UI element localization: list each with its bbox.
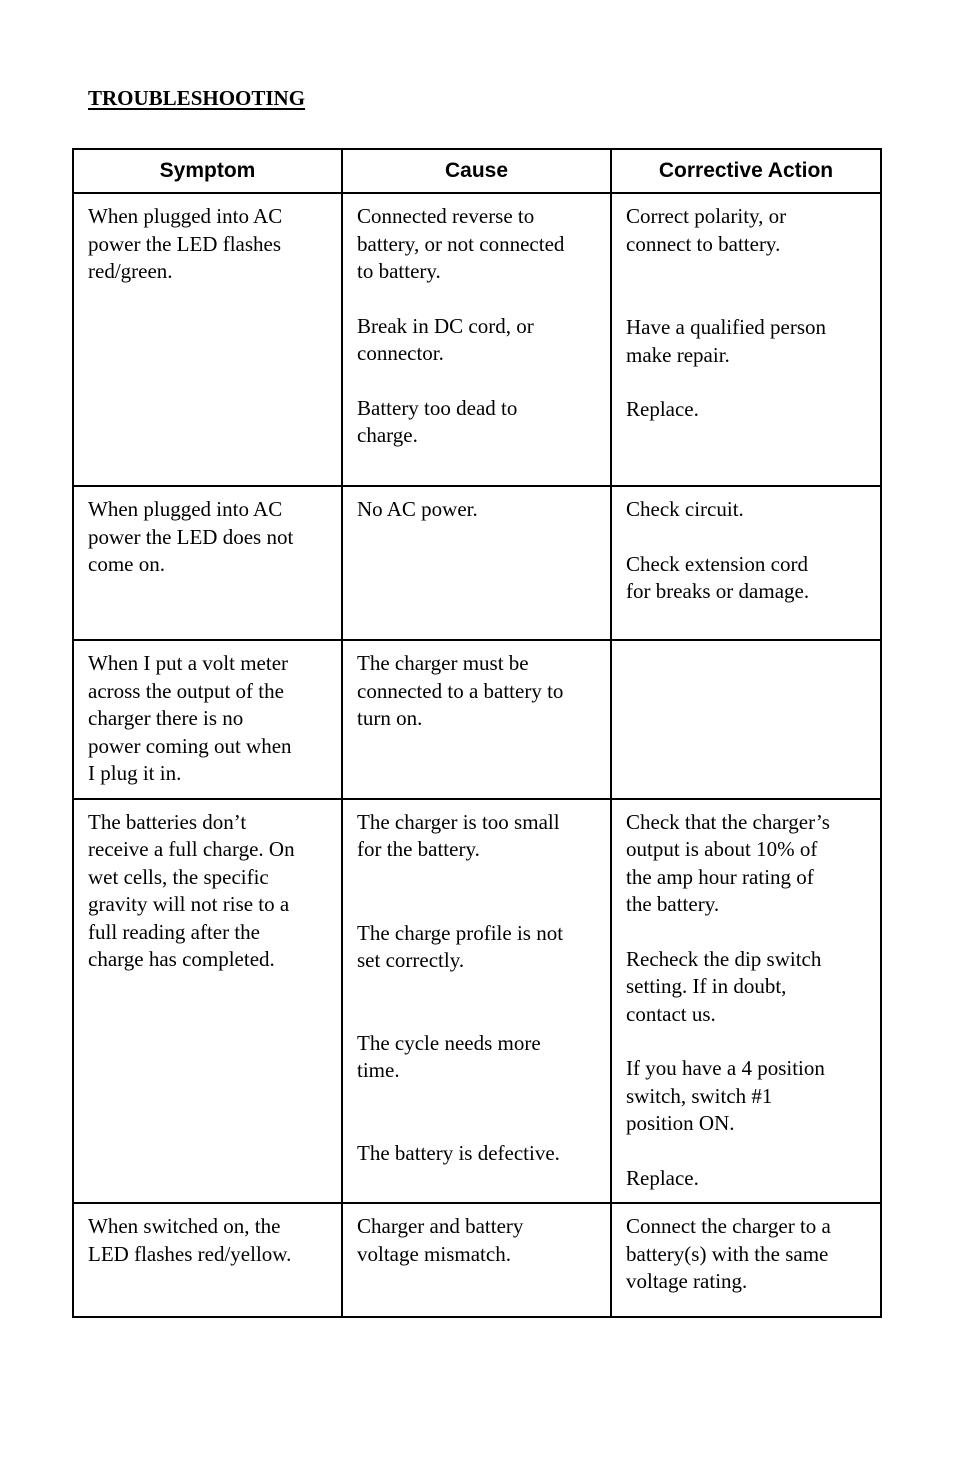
action-text: Replace.: [626, 397, 699, 421]
cause-cell: [342, 486, 611, 640]
table-header-row: [73, 149, 881, 193]
cause-cell: [342, 640, 611, 799]
header-cause: Cause: [342, 149, 611, 193]
action-text: Have a qualified person make repair.: [626, 315, 827, 367]
action-cell: [611, 1203, 881, 1317]
table-row: [73, 640, 881, 799]
action-cell: [611, 799, 881, 1204]
troubleshooting-table: [72, 148, 882, 1318]
action-text: Connect the charger to a battery(s) with the same voltage rating.: [626, 1214, 831, 1293]
action-text: Replace.: [626, 1165, 699, 1190]
cause-text: No AC power.: [357, 497, 478, 521]
cause-cell: [342, 193, 611, 486]
symptom-cell: [73, 1203, 342, 1317]
action-text: If you have a 4 position switch, switch #1 position ON.: [626, 1056, 825, 1135]
header-corrective-action: Corrective Action: [611, 149, 881, 193]
action-text: Check circuit.: [626, 497, 744, 521]
action-cell: [611, 640, 881, 799]
action-text: Check that the charger’s output is about 10% of the amp hour rating of the battery.: [626, 809, 830, 916]
symptom-text: When switched on, the LED flashes red/yellow.: [88, 1214, 292, 1266]
table-row: [73, 799, 881, 1204]
symptom-cell: [73, 799, 342, 1204]
cause-text: The charger must be connected to a battery to turn on.: [357, 651, 564, 730]
action-cell: [611, 193, 881, 486]
table-row: [73, 193, 881, 486]
header-symptom: Symptom: [73, 149, 342, 193]
cause-text: The charger is too small for the battery.: [357, 809, 560, 861]
cause-cell: [342, 799, 611, 1204]
page-title: TROUBLESHOOTING: [88, 86, 306, 110]
cause-text: Connected reverse to battery, or not connected to battery.: [357, 204, 565, 283]
action-cell: [611, 486, 881, 640]
symptom-cell: [73, 486, 342, 640]
symptom-cell: [73, 193, 342, 486]
cause-text: The charge profile is not set correctly.: [357, 920, 564, 972]
symptom-text: The batteries don’t receive a full charge. On wet cells, the specific gravity will not rise to a full reading after the charge has completed.: [88, 809, 295, 971]
cause-text: Battery too dead to charge.: [357, 395, 518, 447]
action-text: Correct polarity, or connect to battery.: [626, 204, 787, 256]
cause-text: The cycle needs more time.: [357, 1030, 541, 1082]
table-row: [73, 486, 881, 640]
symptom-text: When plugged into AC power the LED flashes red/green.: [88, 204, 283, 283]
cause-text: The battery is defective.: [357, 1140, 560, 1165]
table-row: [73, 1203, 881, 1317]
cause-cell: [342, 1203, 611, 1317]
cause-text: Break in DC cord, or connector.: [357, 313, 534, 365]
symptom-text: When I put a volt meter across the output of the charger there is no power coming out when I plug it in.: [88, 651, 292, 785]
action-text: Recheck the dip switch setting. If in doubt, contact us.: [626, 946, 822, 1026]
symptom-cell: [73, 640, 342, 799]
symptom-text: When plugged into AC power the LED does not come on.: [88, 497, 294, 576]
cause-text: Charger and battery voltage mismatch.: [357, 1214, 524, 1266]
action-text: Check extension cord for breaks or damage.: [626, 551, 810, 603]
